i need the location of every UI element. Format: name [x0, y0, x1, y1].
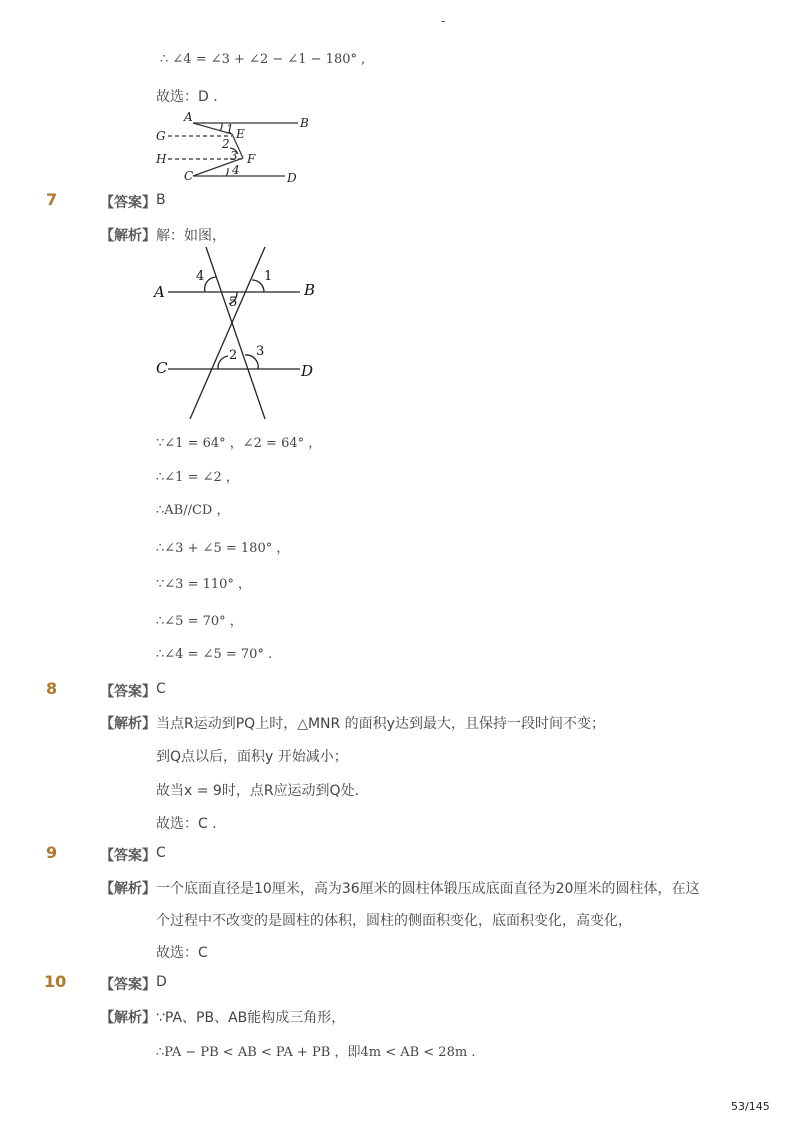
label-c: C: [184, 169, 194, 183]
answer-value-7: B: [156, 192, 166, 208]
label-angle-1: 1: [226, 122, 234, 136]
label-angle-4: 4: [196, 269, 205, 284]
angle-arc-4: [226, 168, 228, 176]
q7-step-6: ∴∠5 = 70° ，: [156, 614, 243, 629]
answer-tag-8: 【答案】: [100, 684, 156, 700]
q6-choice-line: 故选：D .: [156, 89, 218, 105]
answer-tag-10: 【答案】: [100, 977, 156, 993]
answer-tag-9: 【答案】: [100, 848, 156, 864]
question-number-10: 10: [44, 972, 67, 991]
label-d: D: [301, 362, 314, 380]
label-c: C: [156, 359, 168, 377]
label-d: D: [287, 171, 297, 185]
q9-line-2: 个过程中不改变的是圆柱的体积，圆柱的侧面积变化，底面积变化，高变化，: [156, 913, 632, 929]
q9-line-1: 一个底面直径是10厘米，高为36厘米的圆柱体锻压成底面直径为20厘米的圆柱体，在这: [156, 881, 700, 897]
transversal-1: [206, 247, 265, 419]
label-e: E: [236, 127, 245, 141]
label-angle-3: 3: [256, 344, 265, 359]
label-h: H: [156, 152, 167, 166]
label-angle-1: 1: [264, 269, 273, 284]
label-angle-4: 4: [232, 163, 240, 177]
figure-angle-zigzag: [150, 108, 320, 188]
label-g: G: [156, 129, 166, 143]
answer-value-10: D: [156, 974, 167, 990]
analysis-tag-10: 【解析】: [100, 1010, 156, 1026]
header-mark: -: [441, 14, 446, 28]
answer-value-9: C: [156, 845, 166, 861]
analysis-tag-9: 【解析】: [100, 881, 156, 897]
q8-line-2: 到Q点以后，面积y 开始减小；: [156, 749, 348, 765]
label-angle-2: 2: [222, 137, 230, 151]
q7-step-7: ∴∠4 = ∠5 = 70° .: [156, 647, 273, 662]
question-number-9: 9: [46, 843, 58, 862]
q7-step-5: ∵∠3 = 110° ，: [156, 577, 252, 592]
q6-conclusion-line: ∴ ∠4 = ∠3 + ∠2 − ∠1 − 180° ,: [160, 52, 366, 67]
q7-step-1: ∵∠1 = 64° ，∠2 = 64° ，: [156, 436, 322, 451]
q10-line-2: ∴PA − PB < AB < PA + PB ，即4m < AB < 28m .: [156, 1045, 476, 1060]
analysis-intro-7: 解：如图，: [156, 228, 226, 244]
q8-line-3: 故当x = 9时，点R应运动到Q处．: [156, 783, 369, 799]
answer-tag-7: 【答案】: [100, 195, 156, 211]
q10-line-1: ∵PA、PB、AB能构成三角形，: [156, 1010, 346, 1026]
q7-step-4: ∴∠3 + ∠5 = 180° ，: [156, 541, 290, 556]
page-number: 53/145: [731, 1100, 770, 1113]
label-b: B: [300, 116, 309, 130]
question-number-7: 7: [46, 190, 58, 209]
label-angle-3: 3: [230, 149, 238, 163]
q9-line-3: 故选：C: [156, 945, 208, 961]
label-a: A: [154, 283, 165, 301]
label-b: B: [304, 281, 316, 299]
label-angle-5: 5: [229, 295, 238, 310]
angle-arc-1: [252, 280, 264, 292]
q8-line-1: 当点R运动到PQ上时，△MNR 的面积y达到最大，且保持一段时间不变；: [156, 716, 605, 732]
q7-step-2: ∴∠1 = ∠2 ，: [156, 470, 239, 485]
label-a: A: [184, 110, 193, 124]
q7-step-3: ∴AB//CD ，: [156, 503, 230, 518]
angle-arc-1: [220, 123, 222, 131]
angle-arc-4: [205, 277, 216, 292]
question-number-8: 8: [46, 679, 58, 698]
q8-line-4: 故选：C .: [156, 816, 217, 832]
analysis-tag-8: 【解析】: [100, 716, 156, 732]
label-angle-2: 2: [229, 348, 238, 363]
angle-arc-2: [218, 356, 228, 369]
analysis-tag-7: 【解析】: [100, 228, 156, 244]
answer-value-8: C: [156, 681, 166, 697]
figure-parallel-lines-transversals: [150, 245, 330, 425]
label-f: F: [247, 152, 256, 166]
